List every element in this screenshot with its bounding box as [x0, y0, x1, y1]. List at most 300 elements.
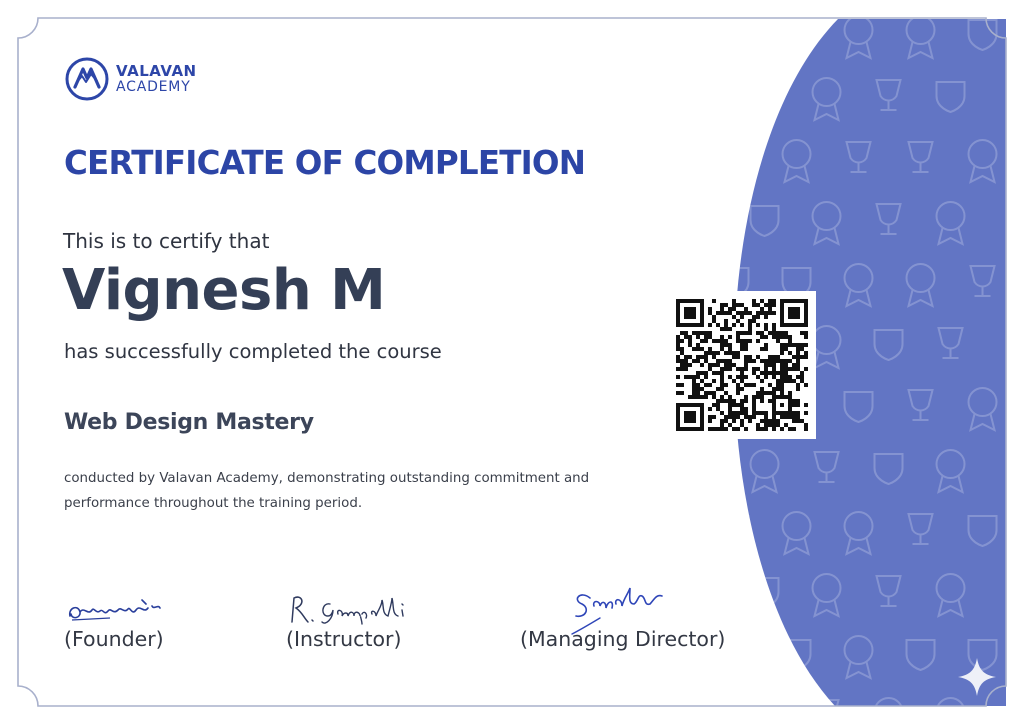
description [64, 466, 664, 516]
qr-module [704, 391, 708, 395]
qr-module [728, 407, 732, 411]
qr-module [776, 339, 780, 343]
qr-module [768, 299, 772, 303]
qr-module [772, 387, 776, 391]
qr-module [804, 343, 808, 347]
qr-module [764, 419, 768, 423]
qr-module [712, 339, 716, 343]
qr-module [720, 359, 724, 363]
qr-module [692, 315, 696, 319]
qr-module [728, 415, 732, 419]
qr-module [788, 339, 792, 343]
qr-module [732, 419, 736, 423]
qr-module [676, 415, 680, 419]
qr-module [752, 367, 756, 371]
qr-module [692, 379, 696, 383]
qr-module [680, 331, 684, 335]
qr-module [804, 299, 808, 303]
qr-module [724, 303, 728, 307]
qr-module [800, 355, 804, 359]
qr-module [744, 383, 748, 387]
qr-module [692, 307, 696, 311]
qr-module [784, 323, 788, 327]
qr-module [680, 339, 684, 343]
qr-module [680, 403, 684, 407]
qr-module [744, 363, 748, 367]
qr-module [736, 383, 740, 387]
qr-module [736, 367, 740, 371]
qr-module [772, 415, 776, 419]
qr-module [752, 399, 756, 403]
sparkle-icon [956, 656, 998, 698]
qr-module [788, 379, 792, 383]
qr-module [780, 383, 784, 387]
qr-module [720, 411, 724, 415]
qr-module [708, 383, 712, 387]
qr-module [728, 363, 732, 367]
qr-module [728, 395, 732, 399]
qr-module [688, 363, 692, 367]
qr-module [804, 355, 808, 359]
qr-module [760, 379, 764, 383]
qr-module [708, 331, 712, 335]
qr-module [788, 367, 792, 371]
qr-module [704, 335, 708, 339]
qr-module [728, 327, 732, 331]
qr-module [796, 347, 800, 351]
qr-module [692, 419, 696, 423]
qr-module [700, 415, 704, 419]
qr-module [740, 339, 744, 343]
qr-module [796, 375, 800, 379]
qr-module [700, 331, 704, 335]
qr-module [712, 415, 716, 419]
qr-module [764, 415, 768, 419]
qr-module [680, 351, 684, 355]
qr-module [712, 315, 716, 319]
qr-module [720, 427, 724, 431]
qr-module [720, 339, 724, 343]
qr-module [716, 351, 720, 355]
qr-module [764, 363, 768, 367]
qr-module [724, 327, 728, 331]
qr-module [724, 419, 728, 423]
qr-module [804, 323, 808, 327]
qr-module [708, 311, 712, 315]
qr-module [716, 407, 720, 411]
description-line-1: conducted by Valavan Academy, demonstrating outstanding commitment and [64, 471, 590, 486]
qr-module [772, 355, 776, 359]
qr-module [788, 399, 792, 403]
certify-intro: This is to certify that [63, 229, 270, 253]
description-line-2: performance throughout the training period. [64, 496, 363, 511]
qr-module [684, 411, 688, 415]
qr-module [712, 351, 716, 355]
qr-module [692, 323, 696, 327]
qr-module [684, 315, 688, 319]
qr-module [796, 387, 800, 391]
qr-module [796, 355, 800, 359]
qr-module [696, 395, 700, 399]
qr-module [788, 351, 792, 355]
qr-module [776, 359, 780, 363]
qr-module [764, 347, 768, 351]
qr-code-icon[interactable] [668, 291, 816, 439]
valavan-logo-icon [64, 56, 110, 102]
qr-module [688, 355, 692, 359]
qr-module [784, 411, 788, 415]
qr-module [716, 403, 720, 407]
qr-module [732, 363, 736, 367]
qr-module [776, 331, 780, 335]
qr-module [768, 423, 772, 427]
qr-module [676, 339, 680, 343]
qr-module [744, 407, 748, 411]
qr-module [708, 367, 712, 371]
qr-module [688, 335, 692, 339]
qr-module [692, 383, 696, 387]
qr-module [712, 319, 716, 323]
qr-module [740, 367, 744, 371]
qr-module [780, 415, 784, 419]
qr-module [788, 359, 792, 363]
qr-module [688, 411, 692, 415]
qr-module [760, 371, 764, 375]
qr-module [712, 299, 716, 303]
qr-module [752, 303, 756, 307]
qr-module [700, 363, 704, 367]
qr-module [804, 351, 808, 355]
qr-module [780, 395, 784, 399]
qr-module [784, 375, 788, 379]
qr-module [684, 359, 688, 363]
qr-module [768, 363, 772, 367]
qr-module [760, 427, 764, 431]
recipient-name: Vignesh M [62, 258, 386, 323]
qr-module [772, 327, 776, 331]
qr-module [744, 395, 748, 399]
qr-module [768, 419, 772, 423]
qr-module [736, 387, 740, 391]
qr-module [780, 387, 784, 391]
qr-module [784, 343, 788, 347]
qr-module [768, 355, 772, 359]
qr-module [748, 319, 752, 323]
qr-module [780, 347, 784, 351]
qr-module [684, 427, 688, 431]
qr-module [724, 399, 728, 403]
qr-module [700, 371, 704, 375]
qr-module [688, 403, 692, 407]
qr-module [708, 351, 712, 355]
qr-module [756, 427, 760, 431]
qr-module [728, 375, 732, 379]
qr-module [764, 327, 768, 331]
qr-module [760, 391, 764, 395]
qr-module [740, 323, 744, 327]
qr-module [804, 403, 808, 407]
qr-module [676, 347, 680, 351]
qr-module [696, 299, 700, 303]
qr-module [776, 419, 780, 423]
qr-module [676, 367, 680, 371]
qr-module [748, 359, 752, 363]
qr-module [724, 415, 728, 419]
qr-module [744, 311, 748, 315]
qr-module [788, 315, 792, 319]
qr-module [720, 423, 724, 427]
qr-module [772, 411, 776, 415]
qr-module [780, 411, 784, 415]
qr-module [732, 399, 736, 403]
qr-module [764, 427, 768, 431]
qr-module [720, 307, 724, 311]
qr-module [724, 339, 728, 343]
qr-module [748, 311, 752, 315]
qr-module [772, 395, 776, 399]
qr-module [800, 331, 804, 335]
qr-module [756, 367, 760, 371]
qr-module [780, 299, 784, 303]
qr-module [772, 407, 776, 411]
qr-module [712, 363, 716, 367]
qr-module [752, 359, 756, 363]
qr-module [724, 367, 728, 371]
qr-module [780, 359, 784, 363]
qr-module [696, 427, 700, 431]
qr-module [788, 403, 792, 407]
qr-module [740, 371, 744, 375]
qr-module [700, 403, 704, 407]
qr-module [700, 355, 704, 359]
qr-module [676, 391, 680, 395]
qr-module [776, 355, 780, 359]
qr-module [764, 411, 768, 415]
qr-module [800, 347, 804, 351]
qr-module [684, 363, 688, 367]
qr-module [768, 331, 772, 335]
qr-module [764, 343, 768, 347]
qr-module [800, 323, 804, 327]
qr-module [688, 311, 692, 315]
qr-module [744, 343, 748, 347]
qr-module [728, 411, 732, 415]
qr-module [684, 331, 688, 335]
qr-module [796, 419, 800, 423]
qr-module [716, 399, 720, 403]
qr-module [796, 359, 800, 363]
qr-module [728, 335, 732, 339]
qr-module [784, 299, 788, 303]
qr-module [688, 339, 692, 343]
qr-module [796, 307, 800, 311]
qr-module [720, 367, 724, 371]
qr-module [744, 339, 748, 343]
qr-module [676, 307, 680, 311]
qr-module [788, 411, 792, 415]
qr-module [744, 411, 748, 415]
qr-module [780, 335, 784, 339]
qr-module [720, 347, 724, 351]
qr-module [780, 307, 784, 311]
qr-module [720, 303, 724, 307]
qr-module [804, 331, 808, 335]
qr-module [716, 359, 720, 363]
qr-module [736, 351, 740, 355]
qr-module [760, 307, 764, 311]
qr-module [736, 319, 740, 323]
qr-module [752, 319, 756, 323]
qr-module [756, 339, 760, 343]
instructor-signature [286, 592, 416, 626]
qr-module [800, 343, 804, 347]
qr-module [724, 363, 728, 367]
qr-module [772, 371, 776, 375]
qr-module [768, 399, 772, 403]
qr-module [772, 331, 776, 335]
qr-module [688, 299, 692, 303]
qr-module [732, 307, 736, 311]
qr-module [680, 323, 684, 327]
qr-module [704, 395, 708, 399]
qr-module [732, 415, 736, 419]
qr-module [744, 367, 748, 371]
qr-module [680, 427, 684, 431]
qr-module [708, 391, 712, 395]
qr-module [764, 375, 768, 379]
qr-module [740, 423, 744, 427]
qr-module [740, 399, 744, 403]
qr-module [696, 375, 700, 379]
qr-module [728, 403, 732, 407]
qr-module [744, 355, 748, 359]
qr-module [800, 375, 804, 379]
qr-module [772, 335, 776, 339]
qr-module [732, 323, 736, 327]
qr-module [740, 411, 744, 415]
qr-module [792, 307, 796, 311]
qr-module [716, 371, 720, 375]
qr-module [732, 403, 736, 407]
qr-module [720, 343, 724, 347]
qr-module [740, 303, 744, 307]
qr-module [756, 411, 760, 415]
qr-module [708, 407, 712, 411]
qr-module [708, 363, 712, 367]
qr-module [684, 375, 688, 379]
qr-module [764, 359, 768, 363]
qr-module [684, 311, 688, 315]
qr-module [776, 371, 780, 375]
qr-module [752, 415, 756, 419]
qr-module [780, 351, 784, 355]
qr-module [804, 367, 808, 371]
qr-module [760, 335, 764, 339]
qr-module [692, 403, 696, 407]
qr-module [784, 363, 788, 367]
qr-module [776, 379, 780, 383]
qr-module [676, 311, 680, 315]
qr-module [804, 423, 808, 427]
qr-module [752, 407, 756, 411]
qr-module [736, 375, 740, 379]
qr-module [740, 315, 744, 319]
qr-module [744, 427, 748, 431]
qr-module [800, 419, 804, 423]
qr-module [700, 319, 704, 323]
qr-module [772, 303, 776, 307]
qr-module [696, 371, 700, 375]
qr-module [712, 391, 716, 395]
qr-module [768, 383, 772, 387]
qr-module [748, 331, 752, 335]
qr-module [780, 311, 784, 315]
qr-module [760, 311, 764, 315]
qr-module [700, 347, 704, 351]
qr-module [720, 383, 724, 387]
qr-module [696, 359, 700, 363]
qr-module [736, 391, 740, 395]
qr-module [720, 399, 724, 403]
qr-module [724, 319, 728, 323]
qr-module [676, 411, 680, 415]
qr-module [788, 335, 792, 339]
qr-module [748, 327, 752, 331]
qr-module [684, 415, 688, 419]
qr-module [788, 415, 792, 419]
qr-module [748, 383, 752, 387]
qr-module [676, 375, 680, 379]
qr-module [800, 371, 804, 375]
qr-module [788, 343, 792, 347]
founder-label: (Founder) [64, 627, 164, 651]
qr-module [712, 395, 716, 399]
qr-module [772, 359, 776, 363]
qr-module [756, 423, 760, 427]
qr-module [792, 367, 796, 371]
qr-module [780, 319, 784, 323]
qr-module [676, 359, 680, 363]
qr-module [720, 371, 724, 375]
qr-module [700, 419, 704, 423]
qr-module [796, 311, 800, 315]
qr-module [724, 391, 728, 395]
qr-module [796, 399, 800, 403]
qr-module [696, 323, 700, 327]
qr-module [728, 359, 732, 363]
qr-module [756, 331, 760, 335]
qr-module [712, 379, 716, 383]
qr-module [712, 355, 716, 359]
qr-module [696, 335, 700, 339]
qr-module [752, 315, 756, 319]
qr-module [772, 403, 776, 407]
qr-module [744, 331, 748, 335]
qr-module [764, 303, 768, 307]
qr-module [728, 311, 732, 315]
qr-module [796, 363, 800, 367]
qr-module [688, 419, 692, 423]
qr-module [688, 315, 692, 319]
qr-module [696, 387, 700, 391]
qr-module [696, 343, 700, 347]
qr-module [716, 323, 720, 327]
qr-module [696, 347, 700, 351]
certificate-title: CERTIFICATE OF COMPLETION [64, 144, 586, 182]
qr-module [796, 383, 800, 387]
qr-module [756, 375, 760, 379]
qr-module [792, 415, 796, 419]
